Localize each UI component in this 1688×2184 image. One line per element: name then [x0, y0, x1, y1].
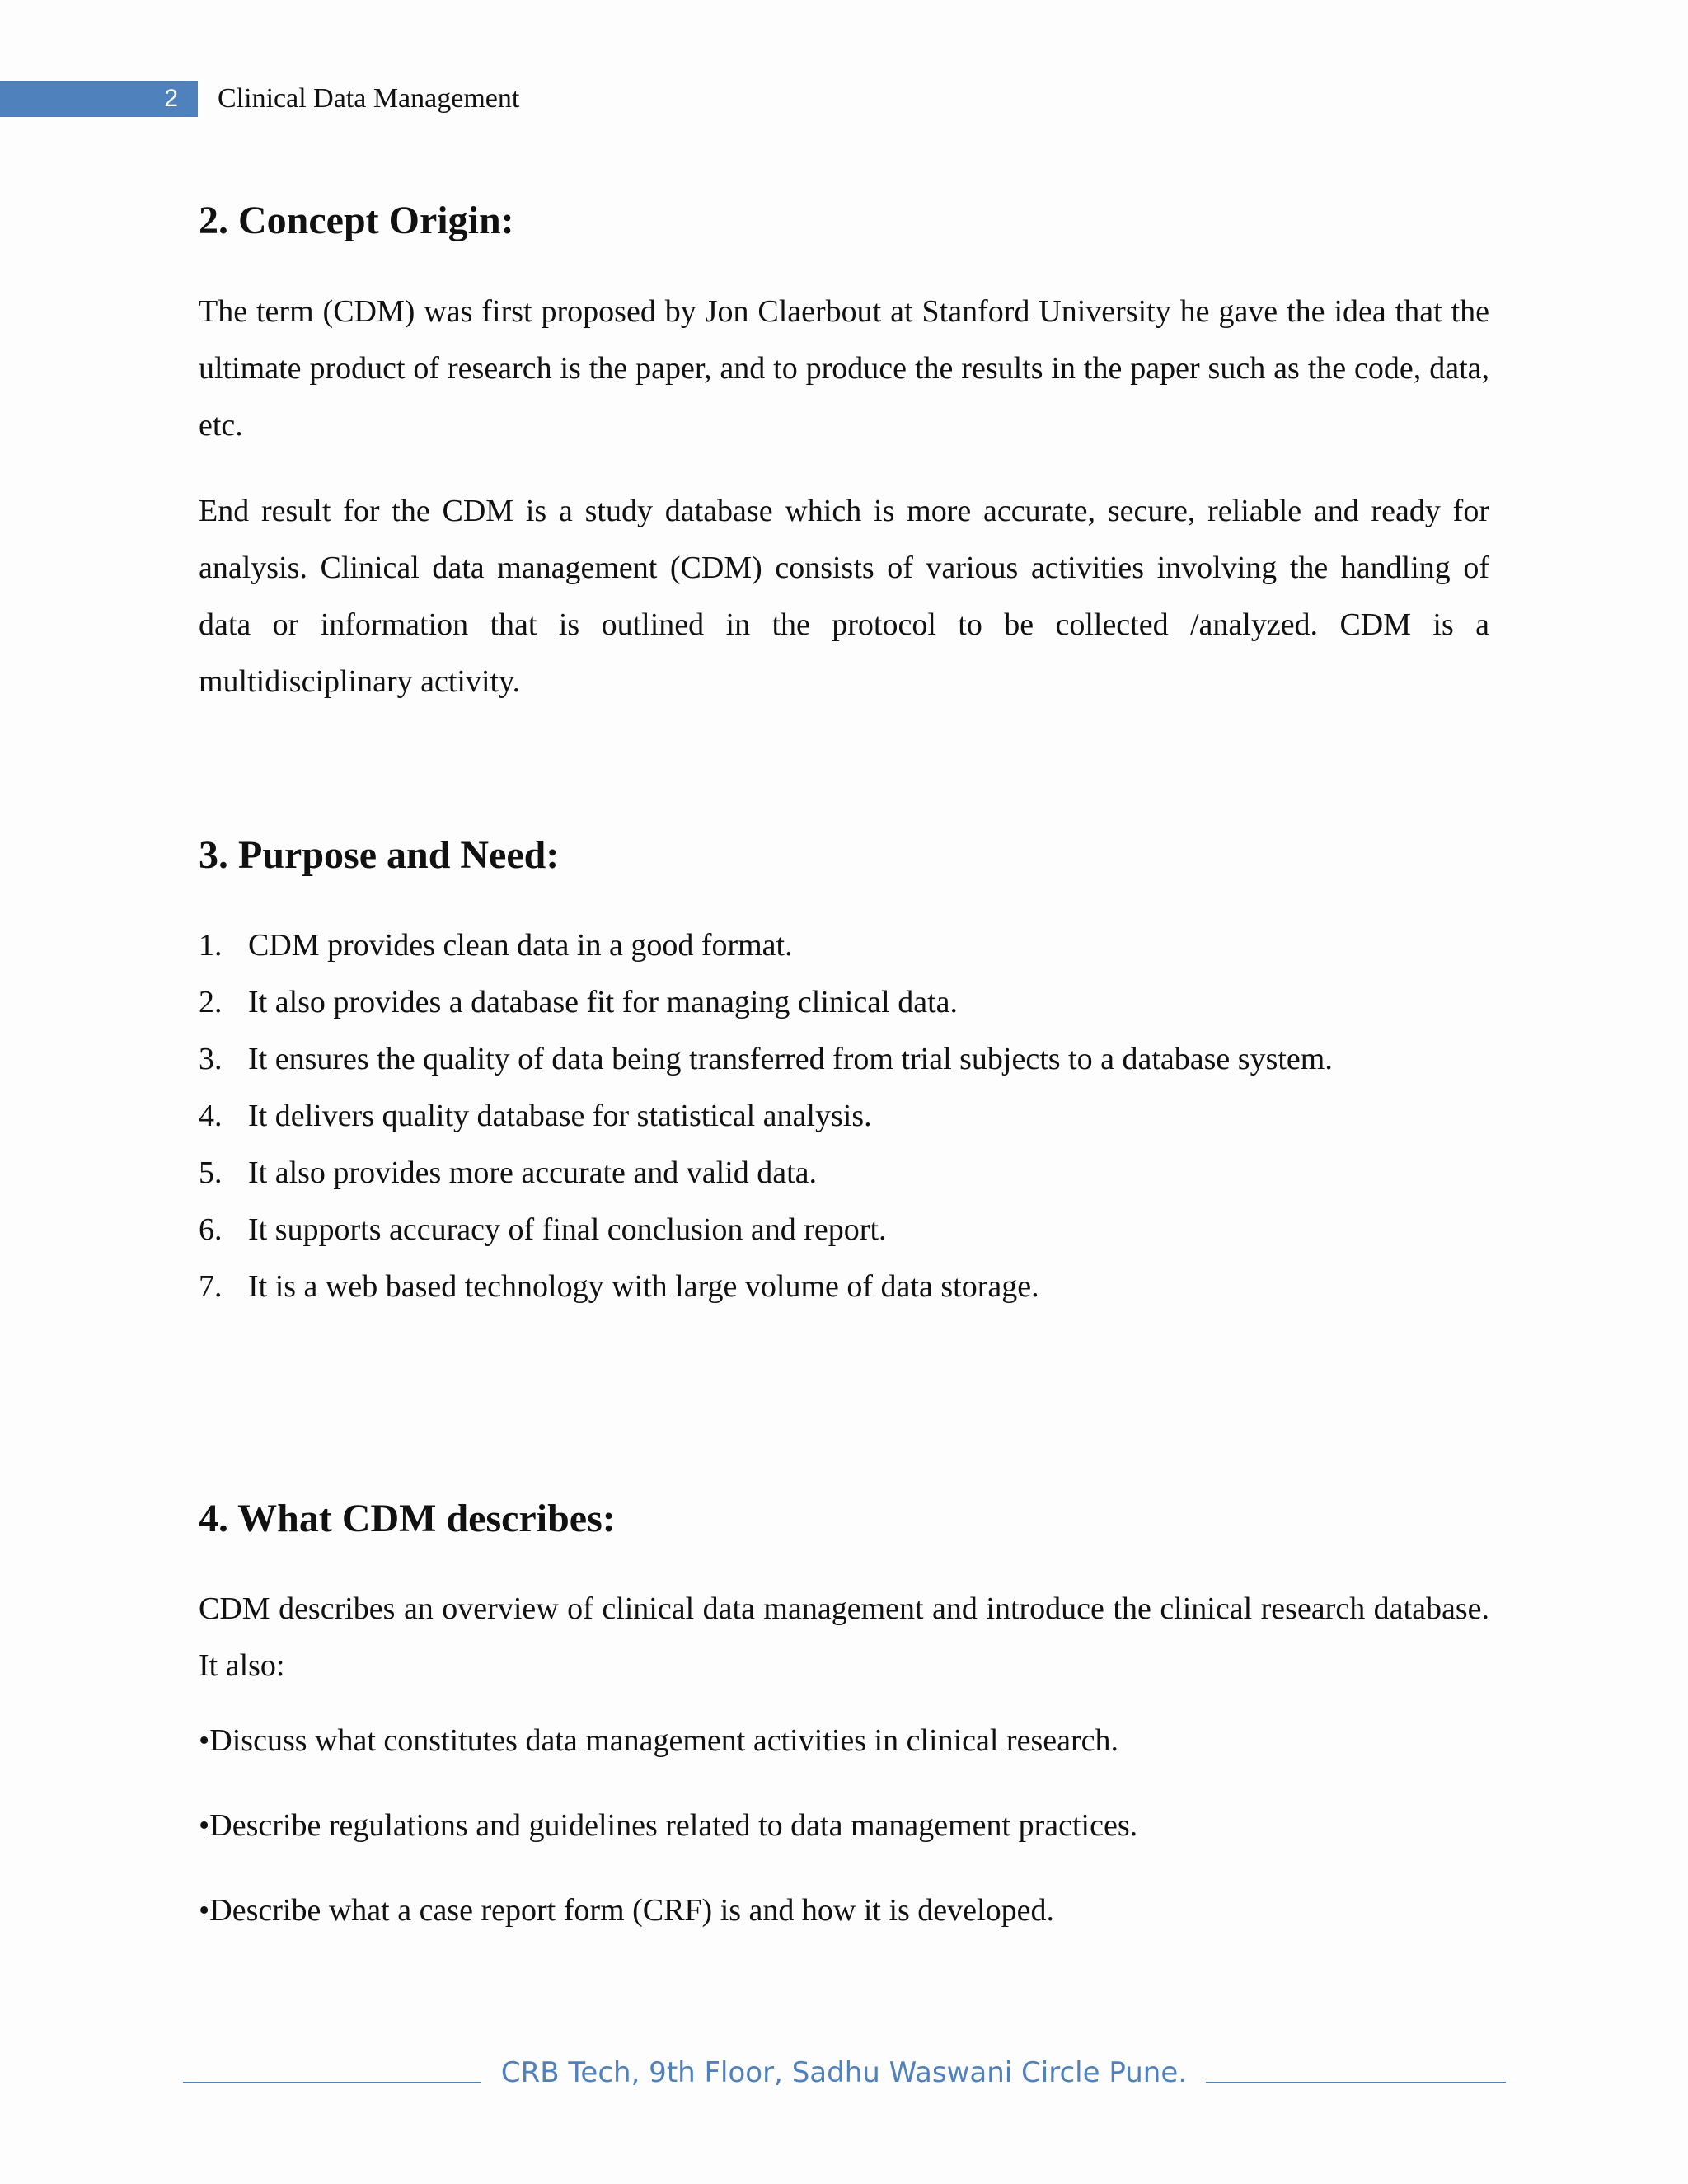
- bullet-item: •Describe what a case report form (CRF) is and how it is developed.: [199, 1893, 1054, 1928]
- bullet-item: •Describe regulations and guidelines related to data management practices.: [199, 1808, 1138, 1843]
- paragraph-concept-origin-2: End result for the CDM is a study database which is more accurate, secure, reliable and ready for analysis. Clinical data management (CDM) consists of various activities involving the handling of data or information that is outlined in the protocol to be collected /analyzed. CDM is a multidisciplinary activity.: [199, 494, 1489, 699]
- purpose-list: [199, 917, 1333, 1315]
- section-heading-describes: 4. What CDM describes:: [199, 1497, 616, 1540]
- paragraph-concept-origin-1: The term (CDM) was first proposed by Jon Claerbout at Stanford University he gave the idea that the ultimate product of research is the paper, and to produce the results in the paper such as the code, data, etc.: [199, 294, 1489, 443]
- list-item: 4. It delivers quality database for statistical analysis.: [199, 1099, 872, 1133]
- page-header: [0, 81, 519, 117]
- list-item: 3. It ensures the quality of data being transferred from trial subjects to a database system.: [199, 1042, 1333, 1076]
- page-number: 2: [0, 81, 198, 117]
- list-item: 6. It supports accuracy of final conclusion and report.: [199, 1212, 887, 1247]
- list-item: 1. CDM provides clean data in a good format.: [199, 928, 793, 963]
- list-item: 7. It is a web based technology with large volume of data storage.: [199, 1269, 1039, 1304]
- section-heading-concept-origin: 2. Concept Origin:: [199, 199, 514, 242]
- section-heading-purpose: 3. Purpose and Need:: [199, 833, 560, 877]
- list-item: 5. It also provides more accurate and valid data.: [199, 1155, 818, 1190]
- bullet-item: •Discuss what constitutes data management activities in clinical research.: [199, 1723, 1118, 1758]
- header-title: Clinical Data Management: [218, 83, 520, 114]
- list-item: 2. It also provides a database fit for managing clinical data.: [199, 985, 959, 1019]
- footer-address: CRB Tech, 9th Floor, Sadhu Waswani Circle Pune.: [500, 2056, 1188, 2089]
- paragraph-describes-intro: CDM describes an overview of clinical data management and introduce the clinical research database. It also:: [199, 1591, 1489, 1683]
